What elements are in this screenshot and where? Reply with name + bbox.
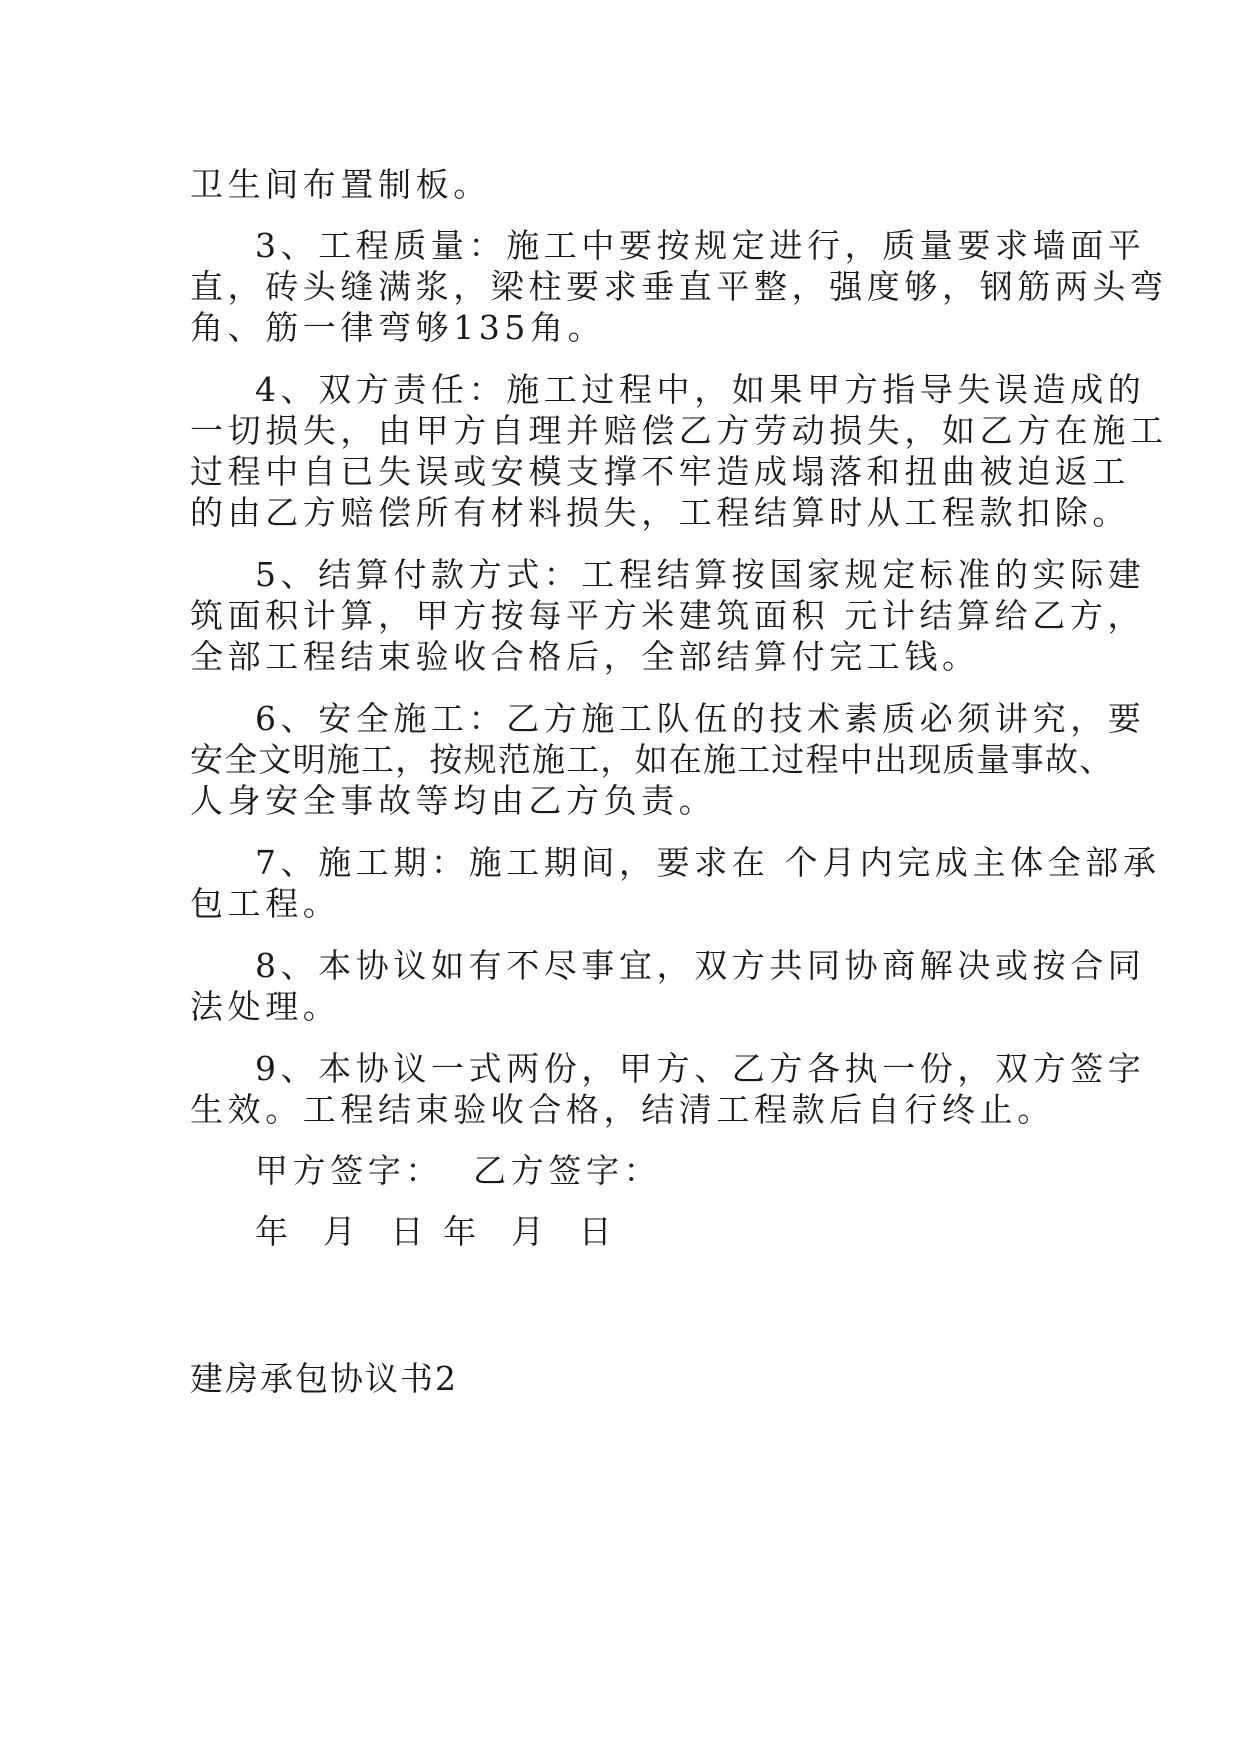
text-line: 人身安全事故等均由乙方负责。 xyxy=(190,781,717,820)
clause-8-line: 8、本协议如有不尽事宜，双方共同协商解决或按合同 xyxy=(255,946,1146,985)
clause-3-line: 3、工程质量：施工中要按规定进行，质量要求墙面平 xyxy=(255,226,1146,265)
clause-9-line: 9、本协议一式两份，甲方、乙方各执一份，双方签字 xyxy=(255,1049,1146,1088)
clause-6-line: 6、安全施工：乙方施工队伍的技术素质必须讲究，要 xyxy=(255,699,1146,738)
text-line: 包工程。 xyxy=(190,884,341,923)
text-line: 角、筋一律弯够135角。 xyxy=(190,308,606,347)
clause-5-line: 5、结算付款方式：工程结算按国家规定标准的实际建 xyxy=(255,555,1146,594)
text-line: 法处理。 xyxy=(190,987,341,1026)
date-line: 年 月 日 年 月 日 xyxy=(255,1212,617,1251)
text-line: 直，砖头缝满浆，梁柱要求垂直平整，强度够，钢筋两头弯 xyxy=(190,267,1168,306)
text-line: 过程中自已失误或安模支撑不牢造成塌落和扭曲被迫返工 xyxy=(190,452,1130,491)
text-line: 筑面积计算，甲方按每平方米建筑面积 元计结算给乙方， xyxy=(190,596,1146,635)
text-line: 生效。工程结束验收合格，结清工程款后自行终止。 xyxy=(190,1090,1055,1129)
section-heading: 建房承包协议书2 xyxy=(190,1359,458,1398)
text-line: 一切损失，由甲方自理并赔偿乙方劳动损失，如乙方在施工 xyxy=(190,411,1168,450)
clause-7-line: 7、施工期：施工期间，要求在 个月内完成主体全部承 xyxy=(255,843,1161,882)
signature-line: 甲方签字： 乙方签字： xyxy=(255,1151,662,1190)
text-line: 全部工程结束验收合格后，全部结算付完工钱。 xyxy=(190,637,980,676)
text-line: 卫生间布置制板。 xyxy=(190,165,491,204)
text-line: 的由乙方赔偿所有材料损失，工程结算时从工程款扣除。 xyxy=(190,493,1130,532)
text-line: 安全文明施工，按规范施工，如在施工过程中出现质量事故、 xyxy=(190,740,1114,779)
clause-4-line: 4、双方责任：施工过程中，如果甲方指导失误造成的 xyxy=(255,370,1146,409)
